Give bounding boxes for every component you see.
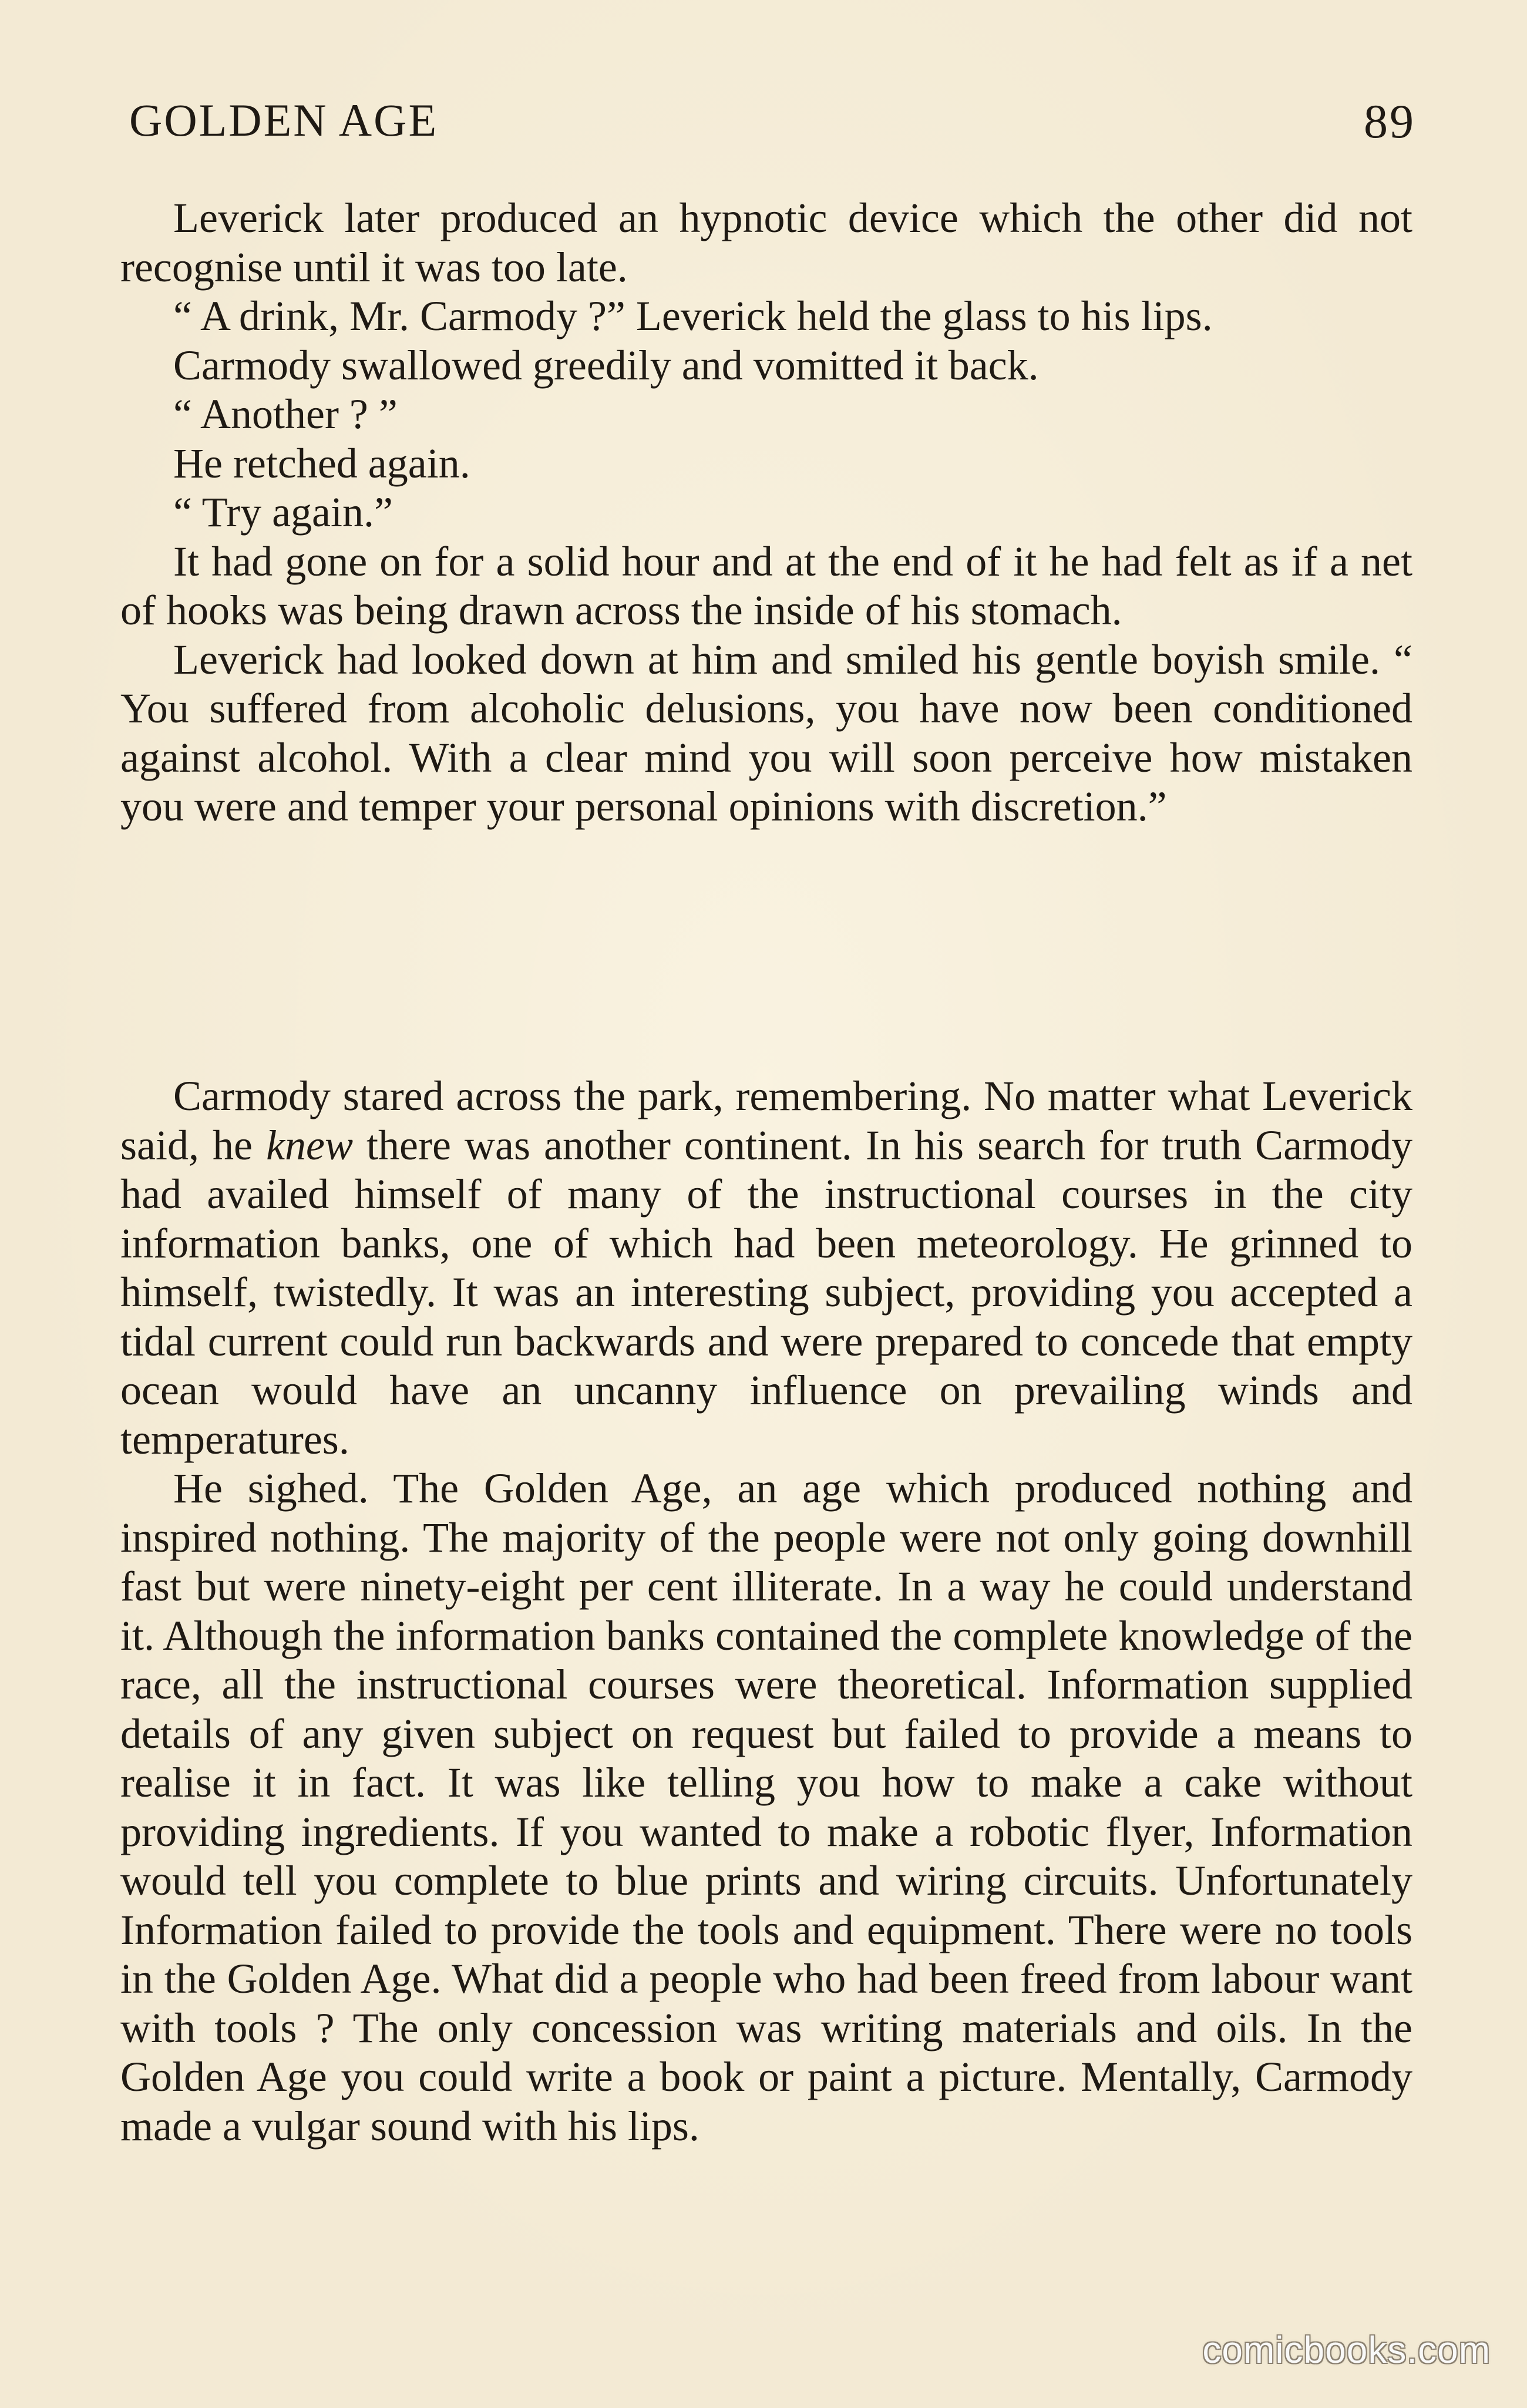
paragraph: Leverick had looked down at him and smiled his gentle boyish smile. “ You suffered from alcoholic delusions, you have now been conditioned against alcohol. With a clear mind you will soon perceive how mistaken you were and temper your personal opinions with discretion.” [120, 635, 1412, 830]
paragraph: It had gone on for a solid hour and at the end of it he had felt as if a net of hooks was being drawn across the inside of his stomach. [120, 537, 1412, 634]
paragraph: He sighed. The Golden Age, an age which produced nothing and inspired nothing. The majority of the people were not only going downhill fast but were ninety-eight per cent illiterate. In a way he could understand it. Although the information banks contained the complete knowledge of the race, all the instructional courses were theoretical. Information supplied details of any given subject on request but failed to provide a means to realise it in fact. It was like telling you how to make a cake without providing ingredients. If you wanted to make a robotic flyer, Information would tell you complete to blue prints and wiring circuits. Unfortunately Information failed to provide the tools and equipment. There were no tools in the Golden Age. What did a people who had been freed from labour want with tools ? The only concession was writing materials and oils. In the Golden Age you could write a book or paint a picture. Mentally, Carmody made a vulgar sound with his lips. [120, 1465, 1412, 2150]
paragraph: “ Another ? ” [173, 391, 398, 438]
page-number: 89 [1364, 95, 1415, 148]
paragraph: “ A drink, Mr. Carmody ?” Leverick held the glass to his lips. [173, 292, 1213, 339]
watermark: comicbooks.com [1202, 2329, 1491, 2371]
text-section-2 [120, 1072, 1412, 2151]
paragraph-text: there was another continent. In his search for truth Carmody had availed himself of many of the instructional courses in the city information banks, one of which had been meteorology. He grinned to himself, twistedly. It was an interesting subject, providing you accepted a tidal current could run backwards and were prepared to concede that empty ocean would have an uncanny influence on prevailing winds and temperatures. [120, 1121, 1413, 1463]
paragraph: He retched again. [173, 439, 470, 487]
text-section-1 [120, 194, 1412, 832]
paragraph: “ Try again.” [173, 489, 393, 536]
paragraph-text: Carmody stared across the park, remembering. No matter what Leverick said, he [120, 1072, 1412, 1169]
chapter-title: GOLDEN AGE [129, 95, 439, 146]
emphasis-text: knew [266, 1121, 353, 1169]
running-head [129, 94, 1415, 159]
paragraph: Leverick later produced an hypnotic device which the other did not recognise until it was too late. [120, 194, 1412, 291]
paragraph: Carmody swallowed greedily and vomitted it back. [173, 341, 1039, 389]
paragraph [120, 1072, 1412, 1464]
